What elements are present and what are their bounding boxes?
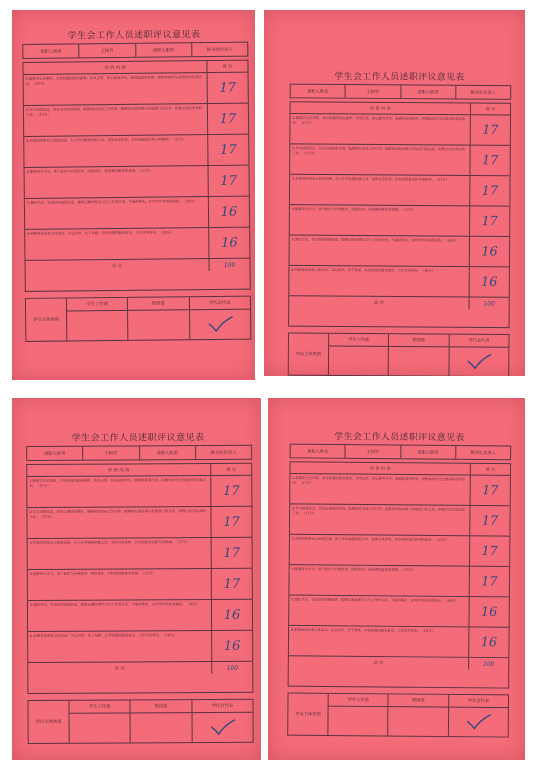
evaluator-headers [329,334,508,348]
evaluator-cell [449,708,508,737]
form-header-row [290,84,512,100]
score-value: 17 [223,545,240,561]
content-column-header: 评 价 内 容 [23,61,207,74]
evaluator-cell [388,707,448,736]
header-cell: 王柯竹 [79,44,135,58]
score-value: 17 [482,122,499,138]
evaluator-header: 学生工作部 [329,334,389,346]
criterion-row [28,600,252,632]
evaluator-cell [67,311,129,341]
evaluator-header: 学生工作部 [329,694,389,706]
evaluator-header: 校团委 [128,297,189,310]
score-column-header: 得 分 [485,467,496,473]
evaluation-form [22,423,256,760]
evaluator-headers [69,700,252,714]
criterion-row [27,476,251,508]
criterion-text: 2.学习成绩优良，没有出现挂科情况，能够按时完成工作任务，能够较好地协调与其他部门的关系，积极主动完成本职工作。（17分） [29,509,206,519]
total-row [289,296,509,309]
criterion-row [289,235,509,267]
criterion-text: 4.能够带头学习，勇于批评与自我批评，团结协作，有较强的集体荣誉感。（17分） [26,168,153,174]
total-value: 100 [483,660,495,668]
header-cell: 述职人姓名 [291,445,346,458]
criterion-text: 6.积极参加各类文体活动，关心同学，乐于奉献，具有较强的服务意识，工作作风务实。（16分） [27,230,174,236]
evaluator-header: 校团委 [389,694,449,706]
criteria-table [288,461,511,688]
criterion-row [289,565,509,597]
header-cell: 王柯竹 [83,446,139,459]
criterion-text: 4.能够带头学习，勇于批评与自我批评，团结协作，有较强的集体荣誉感。（17分） [291,207,416,212]
criterion-text: 5.遵纪守法，有良好的道德品质，能够正确处理学习与工作的关系，不搞特殊化，在同学中有较高威信。（16分） [291,237,459,243]
form-photo [12,398,261,760]
form-header-row [26,445,252,461]
score-value: 17 [481,543,498,559]
score-value: 16 [480,604,498,620]
evaluator-category-label: 评议主体类别 [26,299,67,341]
header-cell: 述职人姓名 [27,447,83,460]
score-value: 17 [481,213,498,229]
score-value: 16 [223,638,241,654]
criterion-row [25,228,249,261]
header-cell: 述职人姓名 [23,44,79,58]
criterion-text: 3.有强烈的事业心和责任感，在工作中能够积极主动，发挥自身优势，具有创新意识和开拓精神。（17分） [291,536,449,543]
total-label: 总 分 [28,662,212,675]
header-cell: 述职人职责 [401,85,456,98]
criterion-text: 2.学习成绩优良，没有出现挂科情况，能够按时完成工作任务，能够较好地协调与其他部门的关系，积极主动完成本职工作。（17分） [292,146,465,156]
criterion-row [289,266,509,298]
criterion-row [27,507,251,539]
criterion-row [290,114,510,146]
content-column-header: 评 价 内 容 [27,464,211,476]
score-value: 17 [219,80,237,96]
evaluator-cell [192,713,252,742]
score-value: 17 [223,514,240,530]
total-row [28,662,252,675]
evaluator-category-label: 评议主体类别 [288,693,329,735]
header-cell: 秘书处负责人 [470,90,496,96]
score-value: 17 [219,142,237,158]
form-photo [268,398,525,760]
score-value: 17 [223,576,241,592]
criterion-row [25,197,249,230]
criterion-text: 6.积极参加各类文体活动，关心同学，乐于奉献，具有较强的服务意识，工作作风务实。（16分） [30,633,177,638]
criterion-row [289,626,509,658]
score-value: 17 [223,483,240,499]
criterion-text: 2.学习成绩优良，没有出现挂科情况，能够按时完成工作任务，能够较好地协调与其他部门的关系，积极主动完成本职工作。（17分） [25,106,203,117]
score-value: 17 [482,483,499,498]
evaluator-cell [449,347,508,376]
header-cell: 述职人职责 [140,446,196,459]
header-cell: 述职人姓名 [291,85,346,98]
evaluator-table [25,296,251,342]
score-value: 17 [481,513,499,529]
score-value: 17 [481,183,499,199]
total-row [26,259,250,273]
header-cell: 王柯竹 [346,85,401,98]
form-header-row [22,42,248,59]
score-value: 17 [219,111,237,127]
score-value: 17 [481,574,498,589]
evaluator-category-label: 评议主体类别 [289,333,329,374]
criterion-text: 5.遵纪守法，有良好的道德品质，能够正确处理学习与工作的关系，不搞特殊化，在同学中有较高威信。（16分） [291,597,459,603]
criterion-row [290,205,510,237]
evaluator-category-label: 评议主体类别 [28,701,69,743]
criterion-row [289,595,509,627]
total-value: 100 [223,261,236,269]
criterion-text: 3.有强烈的事业心和责任感，在工作中能够积极主动，发挥自身优势，具有创新意识和开拓精神。（17分） [26,137,187,143]
criterion-text: 5.遵纪守法，有良好的道德品质，能够正确处理学习与工作的关系，不搞特殊化，在同学中有较高威信。（16分） [29,602,201,607]
criterion-row [290,175,510,207]
criterion-text: 1.能够学生会章程，具有较强的政治素养；作风正派，热心服务学生；能够起表率作用，积极参加学生会组织的各项活动。（17分） [25,75,202,86]
header-cell: 王柯竹 [346,445,401,458]
evaluator-cell [389,347,449,376]
criterion-row [28,631,252,663]
evaluator-cells [67,310,250,341]
evaluator-cell [328,707,388,736]
score-value: 17 [481,153,499,168]
score-value: 17 [220,173,238,189]
evaluator-cells [70,713,253,743]
criterion-row [25,166,249,199]
header-cell: 述职人职责 [136,43,192,57]
criterion-text: 3.有强烈的事业心和责任感，在工作中能够积极主动，发挥自身优势，具有创新意识和开拓精神。（17分） [29,540,190,545]
criterion-row [290,144,510,176]
evaluator-header: 学代会代表 [211,703,234,710]
evaluator-table [288,333,510,376]
evaluation-form [284,62,514,376]
form-title: 学生会工作人员述职评议意见表 [71,433,205,444]
evaluator-header: 学代会代表 [209,300,231,307]
criteria-table [288,101,511,328]
total-value: 100 [483,300,495,307]
criterion-row [24,73,248,106]
criteria-table [22,60,250,292]
evaluator-cell [128,310,190,340]
criterion-text: 1.能够学生会章程，具有较强的政治素养；作风正派，热心服务学生；能够起表率作用，积极参加学生会组织的各项活动。（17分） [292,475,466,485]
criterion-text: 3.有强烈的事业心和责任感，在工作中能够积极主动，发挥自身优势，具有创新意识和开拓精神。（17分） [292,176,449,182]
total-row [289,656,509,670]
criterion-text: 4.能够带头学习，勇于批评与自我批评，团结协作，有较强的集体荣誉感。（17分） [29,571,157,576]
criterion-row [290,474,510,506]
total-value: 100 [226,664,239,672]
criteria-table [26,463,253,694]
criterion-row [28,538,252,570]
evaluator-cell [131,713,192,742]
evaluator-header: 校团委 [389,334,449,346]
evaluator-table [27,699,253,744]
total-label: 总 分 [289,656,469,669]
evaluator-header: 校团委 [131,700,192,712]
form-title: 学生会工作人员述职评议意见表 [334,432,465,444]
score-column-header: 得 分 [226,467,237,473]
evaluator-cells [329,347,509,376]
evaluator-header: 学代会代表 [467,698,489,705]
criterion-text: 1.能够学生会章程，具有较强的政治素养；作风正派，热心服务学生；能够起表率作用，积极参加学生会组织的各项活动。（17分） [292,115,466,125]
criterion-text: 1.能够学生会章程，具有较强的政治素养；作风正派，热心服务学生；能够起表率作用，积极参加学生会组织的各项活动。（17分） [29,478,206,488]
score-value: 16 [480,634,498,650]
evaluator-header: 学生工作部 [67,298,128,311]
score-value: 16 [220,204,238,220]
content-column-header: 评 价 内 容 [290,462,470,474]
evaluator-cell [190,310,251,340]
score-column-header: 得 分 [222,64,233,70]
criterion-text: 5.遵纪守法，有良好的道德品质，能够正确处理学习与工作的关系，不搞特殊化，在同学中有较高威信。（16分） [26,199,198,205]
score-value: 16 [481,274,498,290]
total-label: 总 分 [289,296,469,309]
form-photo [264,10,525,376]
header-cell: 秘书处负责人 [210,450,237,456]
criterion-row [28,569,252,601]
evaluation-form [18,20,254,374]
form-title: 学生会工作人员述职评议意见表 [67,30,201,42]
score-value: 16 [481,244,498,259]
checkmark-icon [465,712,491,730]
header-cell: 秘书处负责人 [206,47,233,53]
form-title: 学生会工作人员述职评议意见表 [334,72,465,83]
header-cell: 述职人职责 [401,446,456,459]
score-value: 16 [223,607,241,623]
criterion-text: 2.学习成绩优良，没有出现挂科情况，能够按时完成工作任务，能够较好地协调与其他部门的关系，积极主动完成本职工作。（17分） [292,506,465,516]
evaluator-header: 学代会代表 [468,338,490,344]
criterion-row [290,504,510,536]
header-cell: 秘书处负责人 [470,450,496,456]
checkmark-icon [209,717,235,735]
criterion-text: 6.积极参加各类文体活动，关心同学，乐于奉献，具有较强的服务意识，工作作风务实。（16分） [291,267,436,273]
criterion-text: 6.积极参加各类文体活动，关心同学，乐于奉献，具有较强的服务意识，工作作风务实。（16分） [291,627,435,634]
evaluation-form [283,422,513,760]
evaluator-cells [328,707,508,737]
checkmark-icon [466,352,492,370]
content-column-header: 评 价 内 容 [291,102,471,114]
form-photo [12,10,255,380]
evaluator-cell [70,713,131,742]
total-label: 总 分 [26,259,210,273]
criterion-row [24,104,248,137]
score-value: 16 [220,235,238,251]
criterion-row [24,135,248,168]
evaluator-table [287,693,509,738]
evaluator-header: 学生工作部 [69,700,130,712]
criterion-text: 4.能够带头学习，勇于批评与自我批评，团结协作，有较强的集体荣誉感。（17分） [291,567,416,573]
checkmark-icon [207,314,233,332]
form-header-row [290,444,512,461]
evaluator-cell [329,347,389,376]
score-column-header: 得 分 [485,107,496,112]
criterion-row [290,535,510,567]
